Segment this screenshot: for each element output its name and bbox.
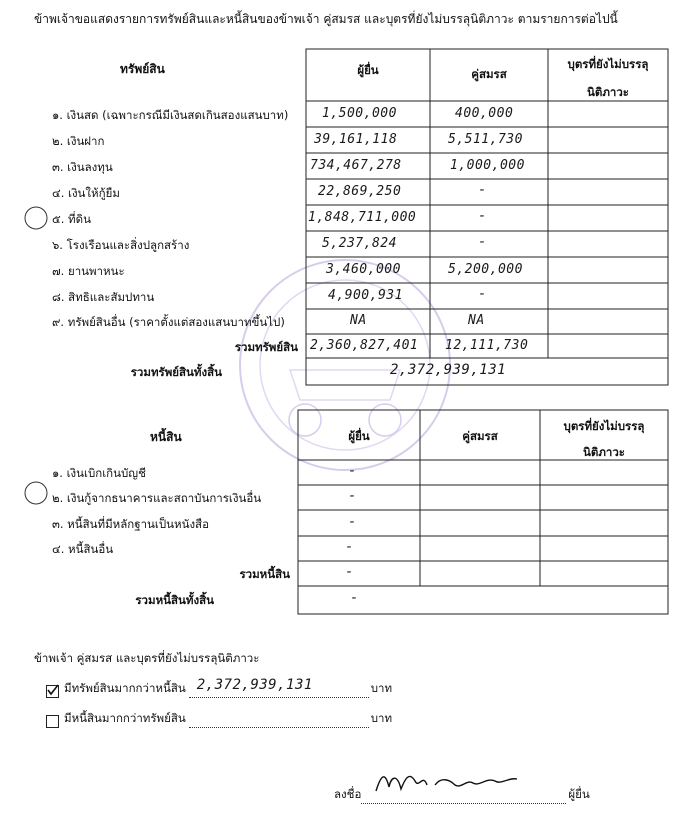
liabilities-col-declarant: ผู้ยื่น [348,429,370,443]
liabilities-title: หนี้สิน [150,430,182,444]
liability-row-declarant: - [348,488,357,504]
liability-row-label: ๒. เงินกู้จากธนาคารและสถาบันการเงินอื่น [52,491,262,505]
asset-row-declarant: 1,500,000 [322,106,397,121]
asset-row-declarant: 5,237,824 [322,236,397,251]
checkbox-liabilities-greater[interactable] [46,715,59,728]
assets-title: ทรัพย์สิน [120,62,165,76]
asset-row-declarant: 1,848,711,000 [308,210,417,225]
asset-row-spouse: - [478,182,487,198]
asset-row-spouse: - [478,234,487,250]
asset-row-spouse: - [478,286,487,302]
liabilities-total-label: รวมหนี้สิน [239,567,290,581]
summary-option-assets: มีทรัพย์สินมากกว่าหนี้สิน 2,372,939,131 บาท [46,680,392,698]
asset-row-spouse: 1,000,000 [450,158,525,173]
asset-row-label: ๘. สิทธิและสัมปทาน [52,290,155,304]
asset-row-label: ๓. เงินลงทุน [52,160,113,174]
assets-total-spouse: 12,111,730 [445,338,529,353]
liabilities-col-spouse: คู่สมรส [462,429,498,443]
liability-row-label: ๔. หนี้สินอื่น [52,542,114,556]
asset-row-label: ๗. ยานพาหนะ [52,264,125,278]
asset-row-declarant: 3,460,000 [326,262,401,277]
summary-intro: ข้าพเจ้า คู่สมรส และบุตรที่ยังไม่บรรลุนิติภาวะ [34,651,260,665]
asset-row-label: ๙. ทรัพย์สินอื่น (ราคาตั้งแต่สองแสนบาทขึ้นไป) [52,315,285,329]
liability-row-label: ๑. เงินเบิกเกินบัญชี [52,466,146,480]
asset-row-spouse: 400,000 [455,106,514,121]
asset-row-declarant: NA [350,313,367,328]
handwritten-signature-icon [371,767,531,797]
signature-line: ลงชื่อ ผู้ยื่น [334,786,590,804]
liabilities-greater-amount-field[interactable] [189,713,369,728]
liability-row-label: ๓. หนี้สินที่มีหลักฐานเป็นหนังสือ [52,517,209,531]
asset-row-label: ๕. ที่ดิน [52,212,91,226]
assets-grand-label: รวมทรัพย์สินทั้งสิ้น [130,365,222,379]
asset-row-spouse: 5,200,000 [448,262,523,277]
assets-grand-value: 2,372,939,131 [390,362,507,378]
asset-row-spouse: 5,511,730 [448,132,523,147]
asset-row-label: ๖. โรงเรือนและสิ่งปลูกสร้าง [52,238,190,252]
asset-row-declarant: 734,467,278 [310,158,402,173]
liabilities-total-declarant: - [345,564,354,580]
signature-field[interactable] [361,789,566,804]
assets-greater-amount-field[interactable]: 2,372,939,131 [189,683,369,698]
liability-row-declarant: - [348,514,357,530]
check-icon [46,684,59,697]
liabilities-grand-value: - [350,590,359,606]
asset-row-declarant: 22,869,250 [318,184,402,199]
form-heading: ข้าพเจ้าขอแสดงรายการทรัพย์สินและหนี้สินของข้าพเจ้า คู่สมรส และบุตรที่ยังไม่บรรลุนิติภาวะ ตามรายการต่อไปนี้ [34,12,618,26]
liabilities-col-children: บุตรที่ยังไม่บรรลุ นิติภาวะ [563,419,645,459]
liability-row-declarant: - [345,539,354,555]
asset-row-label: ๑. เงินสด (เฉพาะกรณีมีเงินสดเกินสองแสนบาท) [52,108,289,122]
asset-row-spouse: - [478,208,487,224]
summary-option-liabilities: มีหนี้สินมากกว่าทรัพย์สิน บาท [46,710,392,728]
checkbox-assets-greater[interactable] [46,685,59,698]
assets-col-spouse: คู่สมรส [471,67,507,81]
asset-row-label: ๔. เงินให้กู้ยืม [52,186,120,200]
liabilities-grand-label: รวมหนี้สินทั้งสิ้น [135,593,214,607]
asset-row-declarant: 4,900,931 [328,288,403,303]
assets-total-label: รวมทรัพย์สิน [234,340,298,354]
asset-row-label: ๒. เงินฝาก [52,134,105,148]
asset-row-declarant: 39,161,118 [314,132,398,147]
assets-col-children: บุตรที่ยังไม่บรรลุ นิติภาวะ [567,57,649,99]
asset-row-spouse: NA [468,313,485,328]
liability-row-declarant: - [348,463,357,479]
assets-total-declarant: 2,360,827,401 [310,338,419,353]
assets-col-declarant: ผู้ยื่น [357,63,379,77]
